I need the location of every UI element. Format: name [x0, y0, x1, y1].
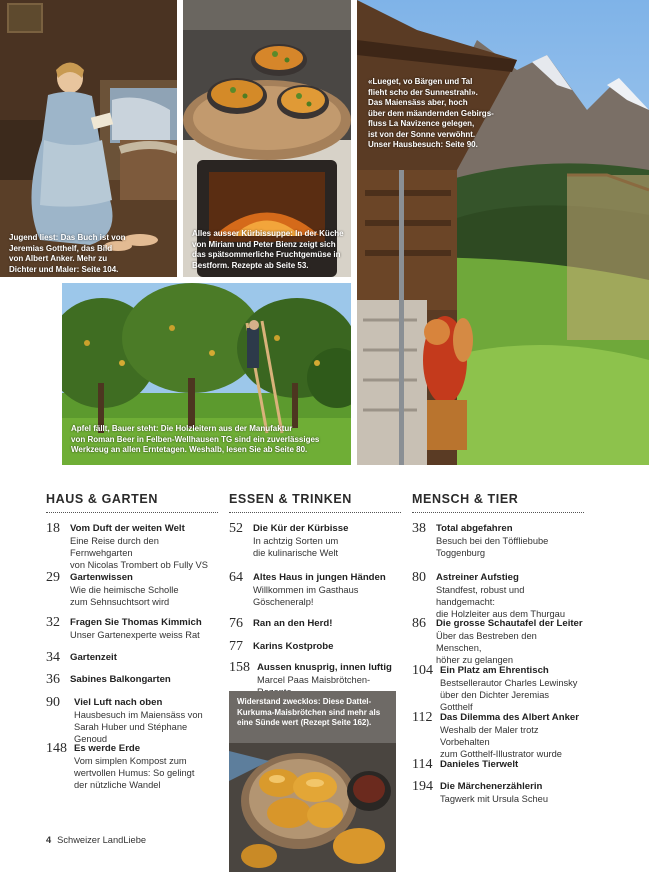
- photo-anker-painting: [0, 0, 177, 277]
- page-number: 18: [46, 521, 60, 536]
- entry-title: Altes Haus in jungen Händen: [253, 572, 386, 583]
- entry-desc: Eine Reise durch den Fernwehgarten von Nicolas Trombert ob Fully VS: [70, 536, 208, 570]
- page-number: 148: [46, 741, 67, 756]
- section-essen-trinken: [229, 492, 401, 521]
- entry-desc: Hausbesuch im Maiensäss von Sarah Huber und Stéphane Genoud: [74, 710, 203, 744]
- entry-title: Karins Kostprobe: [253, 641, 334, 652]
- entry-desc: Standfest, robust und handgemacht: die Holzleiter aus dem Thurgau: [436, 585, 566, 619]
- entry-title: Gartenzeit: [70, 652, 117, 663]
- page-number: 29: [46, 570, 60, 585]
- entry-desc: Tagwerk mit Ursula Scheu: [440, 794, 548, 804]
- bread-caption: Widerstand zwecklos: Diese Dattel- Kurkuma-Maisbrötchen sind mehr als eine Sünde wert (Rezept Seite 162).: [229, 691, 396, 743]
- page-footer: [46, 835, 146, 845]
- page-number: 38: [412, 521, 426, 536]
- entry-title: Aussen knusprig, innen luftig: [257, 662, 392, 673]
- entry-title: Die grosse Schautafel der Leiter: [436, 618, 583, 629]
- page-number: 104: [412, 663, 433, 678]
- entry-desc: Marcel Paas Maisbrötchen-: [257, 675, 371, 685]
- entry-desc: Vom simplen Kompost zum wertvollen Humus: So gelingt der nützliche Wandel: [74, 756, 195, 790]
- page-number: 34: [46, 650, 60, 665]
- entry-desc: In achtzig Sorten um die kulinarische Welt: [253, 536, 339, 558]
- entry-title: Die Märchenerzählerin: [440, 781, 543, 792]
- photo-bread-rolls: [229, 691, 396, 872]
- page-number: 76: [229, 616, 243, 631]
- photo-pumpkin-kitchen: [183, 0, 351, 277]
- entry-desc: Über das Bestreben den Menschen, höher zu gelangen: [436, 631, 537, 665]
- entry-title: Gartenwissen: [70, 572, 133, 583]
- entry-title: Ran an den Herd!: [253, 618, 333, 629]
- entry-title: Astreiner Aufstieg: [436, 572, 519, 583]
- footer-magazine-name: Schweizer LandLiebe: [57, 835, 147, 845]
- page-number: 112: [412, 710, 433, 725]
- entry-title: Vom Duft der weiten Welt: [70, 523, 185, 534]
- entry-title: Sabines Balkongarten: [70, 674, 171, 685]
- entry-desc: Unser Gartenexperte weiss Rat: [70, 630, 200, 640]
- entry-title: Total abgefahren: [436, 523, 513, 534]
- photo-maiensaess: [357, 0, 649, 465]
- section-haus-garten: [46, 492, 218, 521]
- entry-desc: Besuch bei den Töffliebube Toggenburg: [436, 536, 549, 558]
- page-number: 77: [229, 639, 243, 654]
- section-heading: ESSEN & TRINKEN: [229, 492, 401, 513]
- page-number: 86: [412, 616, 426, 631]
- entry-title: Viel Luft nach oben: [74, 697, 163, 708]
- entry-desc: Willkommen im Gasthaus Göscheneralp!: [253, 585, 359, 607]
- page-number: 194: [412, 779, 433, 794]
- page-number: 36: [46, 672, 60, 687]
- entry-title: Es werde Erde: [74, 743, 141, 754]
- photo-apple-orchard: [62, 283, 351, 465]
- section-heading: HAUS & GARTEN: [46, 492, 218, 513]
- entry-desc: Wie die heimische Scholle zum Sehnsuchtsort wird: [70, 585, 179, 607]
- entry-title: Die Kür der Kürbisse: [253, 523, 349, 534]
- entry-desc: Bestsellerautor Charles Lewinsky über den Dichter Jeremias Gotthelf: [440, 678, 578, 712]
- page-number: 90: [46, 695, 60, 710]
- apple-caption: Apfel fällt, Bauer steht: Die Holzleitern aus der Manufaktur von Roman Beer in Felben-Wellhausen TG sind ein zuverlässiges Werkzeug an allen Erntetagen. Weshalb, lesen Sie ab Seite 80.: [71, 424, 320, 454]
- pumpkin-caption: Alles ausser Kürbissuppe: In der Küche von Miriam und Peter Bienz zeigt sich das spätsommerliche Fruchtgemüse in Bestform. Rezepte ab Seite 53.: [192, 229, 344, 270]
- anker-caption: Jugend liest: Das Buch ist von Jeremias Gotthelf, das Bild von Albert Anker. Mehr zu Dichter und Maler: Seite 104.: [9, 233, 126, 274]
- page-number: 52: [229, 521, 243, 536]
- page-number: 32: [46, 615, 60, 630]
- page-number: 80: [412, 570, 426, 585]
- maiensaess-caption: «Lueget, vo Bärgen und Tal flieht scho der Sunnestrahl». Das Maiensäss aber, hoch über dem mäandernden Gebirgs- fluss La Navizence gelegen, ist von der Sonne verwöhnt. Unser Hausbesuch: Seite 90.: [368, 77, 494, 149]
- entry-title: Fragen Sie Thomas Kimmich: [70, 617, 202, 628]
- footer-page-number: 4: [46, 835, 52, 845]
- entry-title: Danieles Tierwelt: [440, 759, 519, 770]
- entry-title: Das Dilemma des Albert Anker: [440, 712, 579, 723]
- page-number: 114: [412, 757, 433, 772]
- entry-title: Ein Platz am Ehrentisch: [440, 665, 549, 676]
- page-number: 64: [229, 570, 243, 585]
- page-number: 158: [229, 660, 250, 675]
- section-heading: MENSCH & TIER: [412, 492, 584, 513]
- entry-desc: Weshalb der Maler trotz Vorbehalten zum Gotthelf-Illustrator wurde: [440, 725, 562, 759]
- section-mensch-tier: [412, 492, 584, 521]
